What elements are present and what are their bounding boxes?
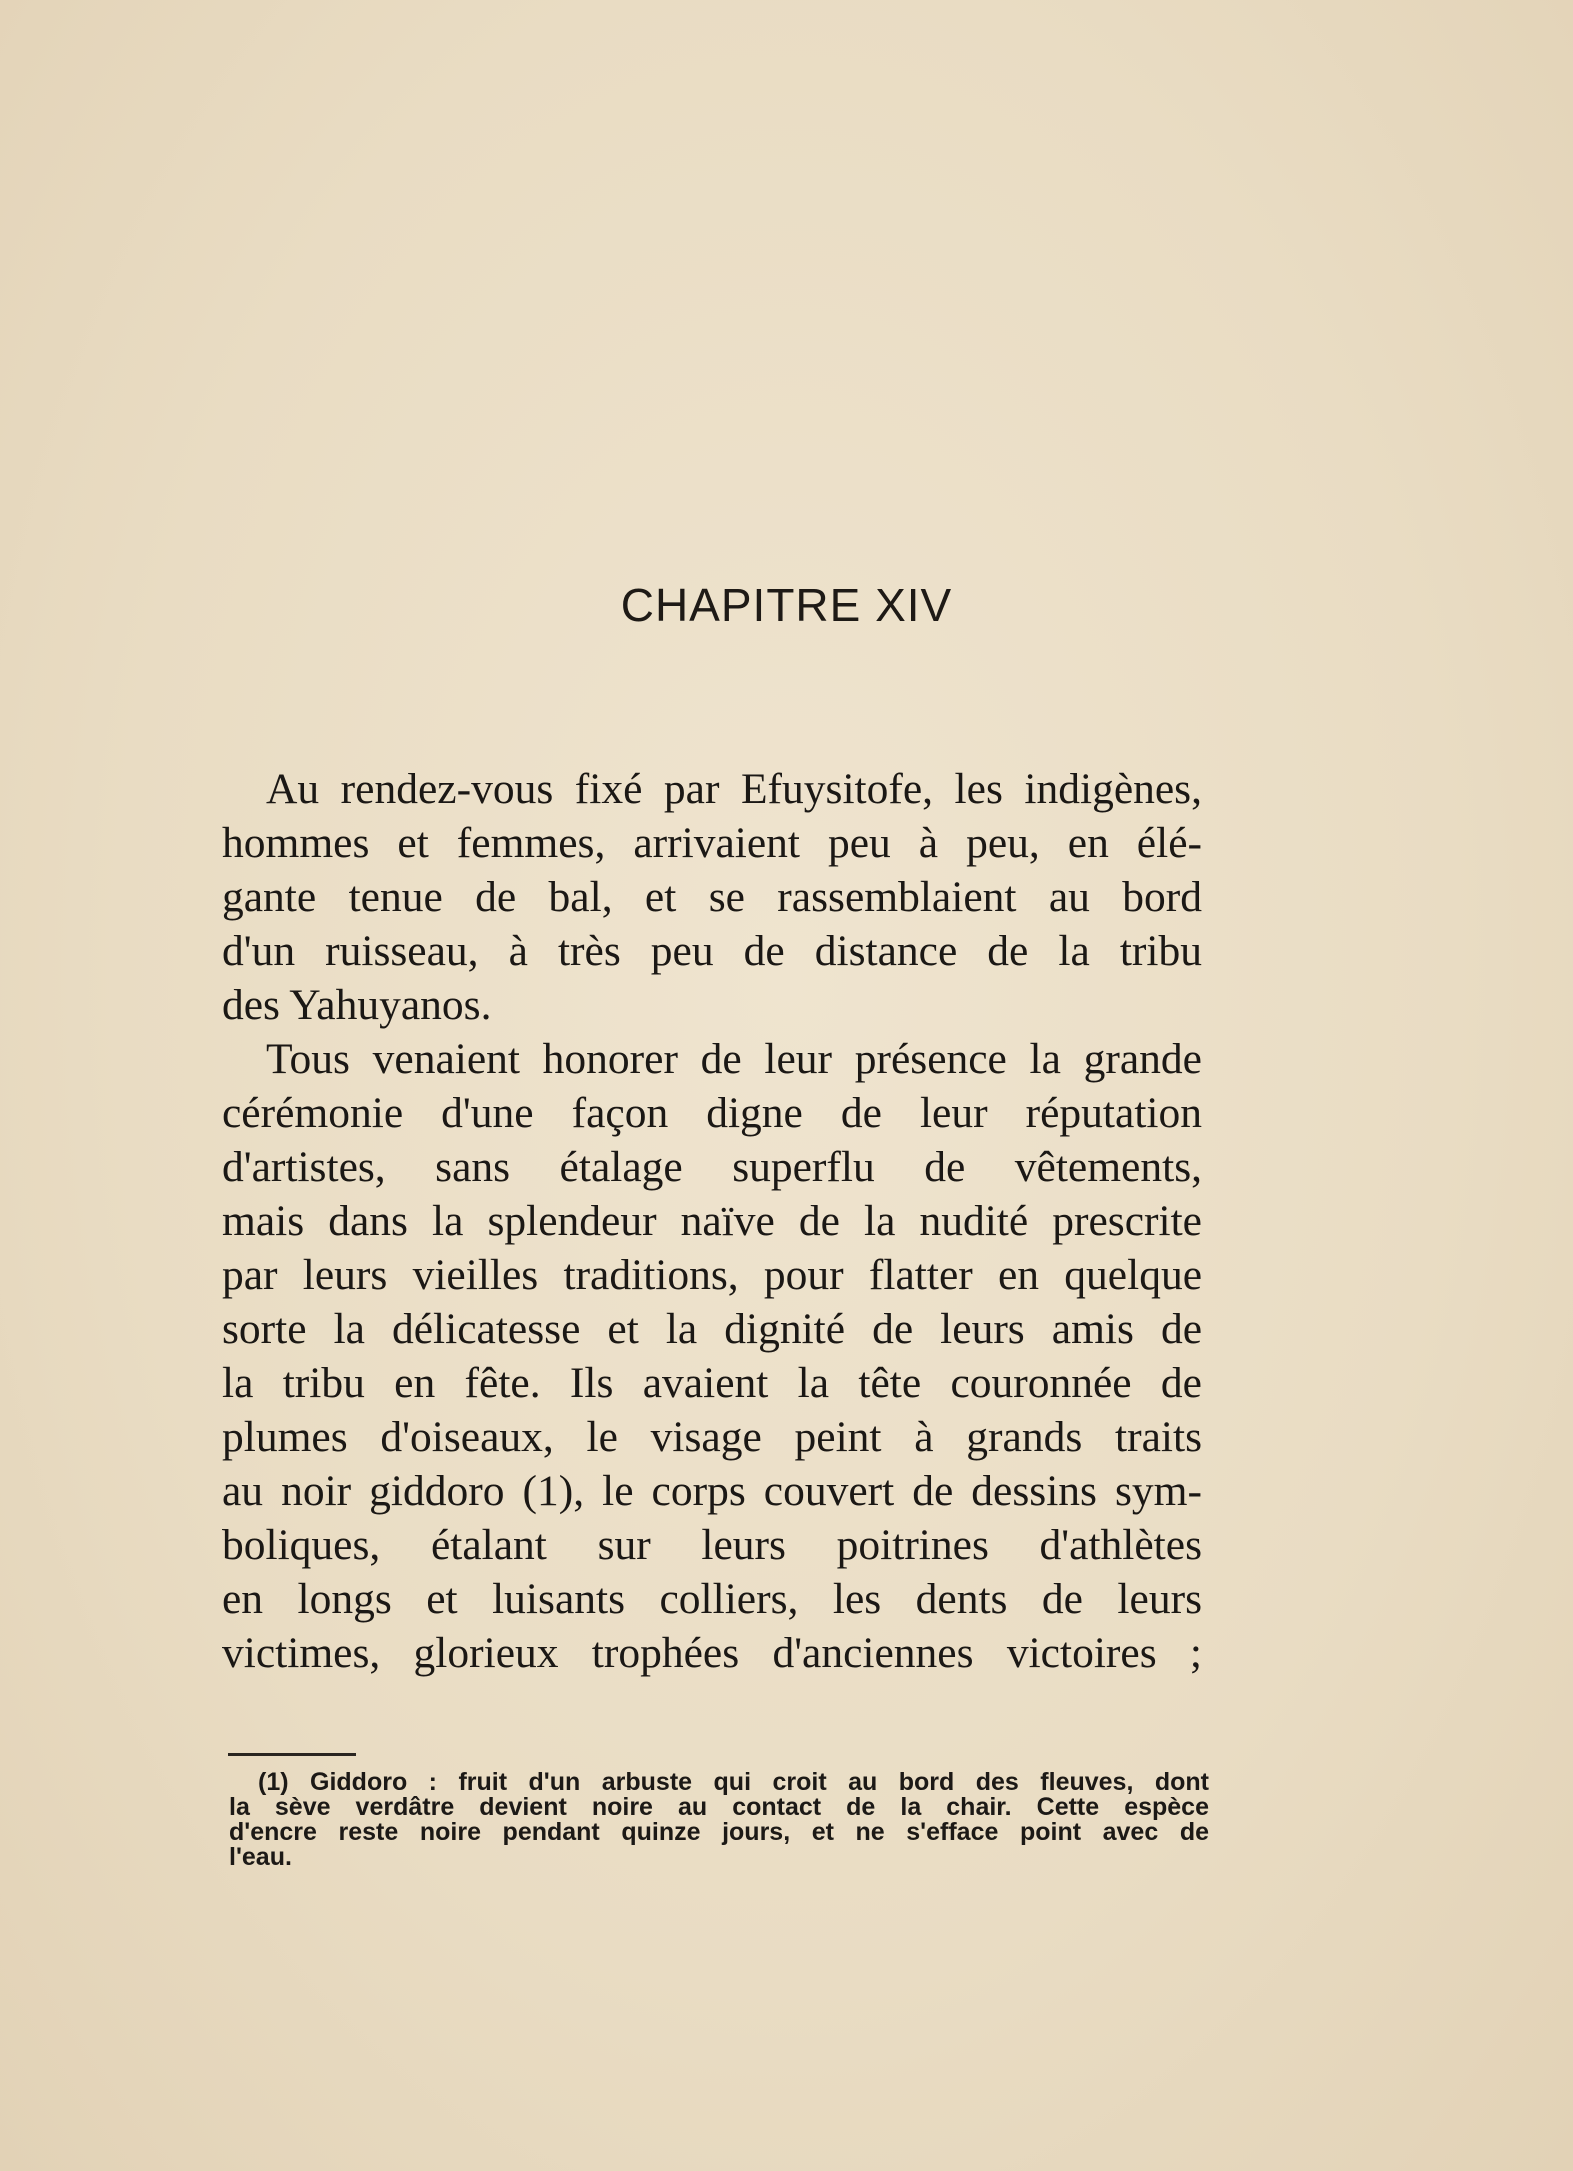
text-line: cérémonie d'une façon digne de leur réputation [222,1089,1202,1137]
text-line: victimes, glorieux trophées d'anciennes victoires ; [222,1629,1202,1677]
paragraph-2 [222,1032,1202,1680]
paragraph-1 [222,762,1202,1032]
text-line: boliques, étalant sur leurs poitrines d'athlètes [222,1521,1202,1569]
text-line: Au rendez-vous fixé par Efuysitofe, les indigènes, [266,765,1202,813]
text-line: mais dans la splendeur naïve de la nudité prescrite [222,1197,1202,1245]
footnote-line: l'eau. [229,1843,292,1871]
text-line: d'artistes, sans étalage superflu de vêtements, [222,1143,1202,1191]
footnote-line: d'encre reste noire pendant quinze jours, et ne s'efface point avec de [229,1818,1209,1846]
footnote-line: (1) Giddoro : fruit d'un arbuste qui croit au bord des fleuves, dont [258,1768,1209,1796]
text-line: hommes et femmes, arrivaient peu à peu, en élé- [222,819,1202,867]
footnote [229,1770,1209,1870]
body-text [222,762,1202,1680]
text-line: par leurs vieilles traditions, pour flatter en quelque [222,1251,1202,1299]
footnote-line: la sève verdâtre devient noire au contact de la chair. Cette espèce [229,1793,1209,1821]
chapter-heading: CHAPITRE XIV [620,579,953,631]
text-line: la tribu en fête. Ils avaient la tête couronnée de [222,1359,1202,1407]
footnote-divider [228,1753,356,1756]
text-line: d'un ruisseau, à très peu de distance de la tribu [222,927,1202,975]
text-line: en longs et luisants colliers, les dents de leurs [222,1575,1202,1623]
text-line: gante tenue de bal, et se rassemblaient au bord [222,873,1202,921]
text-line: Tous venaient honorer de leur présence la grande [266,1035,1202,1083]
text-line: au noir giddoro (1), le corps couvert de dessins sym- [222,1467,1202,1515]
text-line: plumes d'oiseaux, le visage peint à grands traits [222,1413,1202,1461]
text-line: sorte la délicatesse et la dignité de leurs amis de [222,1305,1202,1353]
text-line: des Yahuyanos. [222,981,492,1029]
